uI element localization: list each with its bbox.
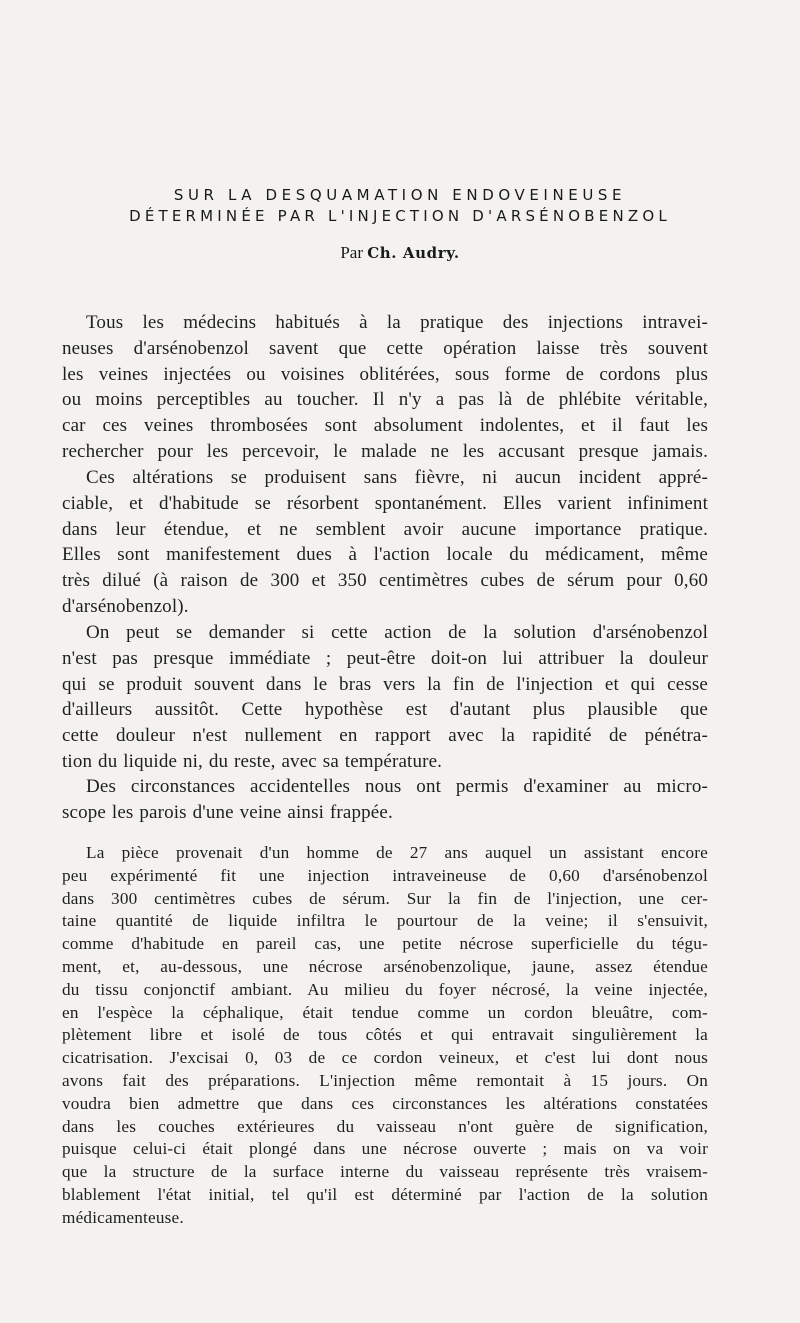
paragraph-line: en l'espèce la céphalique, était tendue comme un cordon bleuâtre, com- <box>62 1002 708 1022</box>
paragraph-2 <box>62 465 708 620</box>
paragraph-line: comme d'habitude en pareil cas, une petite nécrose superficielle du tégu- <box>62 934 708 954</box>
paragraph-line: On peut se demander si cette action de la solution d'arsénobenzol <box>86 622 708 643</box>
paragraph-line: neuses d'arsénobenzol savent que cette opération laisse très souvent <box>62 337 708 359</box>
paragraph-line: Elles sont manifestement dues à l'action locale du médicament, même <box>62 544 708 566</box>
paragraph-line: puisque celui-ci était plongé dans une nécrose ouverte ; mais on va voir <box>62 1139 708 1159</box>
author-name: Ch. Audry. <box>367 244 460 262</box>
paragraph-line: car ces veines thrombosées sont absolument indolentes, et il faut les <box>62 415 708 437</box>
paragraph-line: ment, et, au-dessous, une nécrose arsénobenzolique, jaune, assez étendue <box>62 956 708 976</box>
article-title-line-2: DÉTERMINÉE PAR L'INJECTION D'ARSÉNOBENZOL <box>129 207 671 225</box>
paragraph-line: Des circonstances accidentelles nous ont permis d'examiner au micro- <box>86 776 708 797</box>
paragraph-line: ou moins perceptibles au toucher. Il n'y a pas là de phlébite véritable, <box>62 389 708 411</box>
paragraph-line: Ces altérations se produisent sans fièvre, ni aucun incident appré- <box>86 467 708 488</box>
paragraph-line: tion du liquide ni, du reste, avec sa température. <box>62 750 443 772</box>
paragraph-line: n'est pas presque immédiate ; peut-être doit-on lui attribuer la douleur <box>62 647 708 669</box>
paragraph-line: cicatrisation. J'excisai 0, 03 de ce cordon veineux, et c'est lui dont nous <box>62 1048 708 1068</box>
paragraph-line: qui se produit souvent dans le bras vers la fin de l'injection et qui cesse <box>62 673 708 695</box>
paragraph-line: cette douleur n'est nullement en rapport avec la rapidité de pénétra- <box>62 725 708 747</box>
paragraph-line: avons fait des préparations. L'injection même remontait à 15 jours. On <box>62 1070 708 1090</box>
paragraph-line: les veines injectées ou voisines oblitérées, sous forme de cordons plus <box>62 363 708 385</box>
paragraph-line: dans leur étendue, et ne semblent avoir aucune importance pratique. <box>62 518 708 540</box>
paragraph-line: dans 300 centimètres cubes de sérum. Sur la fin de l'injection, une cer- <box>62 888 708 908</box>
byline <box>60 243 740 263</box>
paragraph-4 <box>62 774 708 826</box>
paragraph-1 <box>62 310 708 465</box>
paragraph-line: voudra bien admettre que dans ces circonstances les altérations constatées <box>62 1093 708 1113</box>
paragraph-line: dans les couches extérieures du vaisseau n'ont guère de signification, <box>62 1116 708 1136</box>
paragraph-5 <box>62 842 708 1230</box>
paragraph-line: ciable, et d'habitude se résorbent spontanément. Elles varient infiniment <box>62 492 708 514</box>
paragraph-line: La pièce provenait d'un homme de 27 ans auquel un assistant encore <box>86 843 708 862</box>
paragraph-line: taine quantité de liquide infiltra le pourtour de la veine; il s'ensuivit, <box>62 911 708 931</box>
article-title-line-1: SUR LA DESQUAMATION ENDOVEINEUSE <box>173 186 627 204</box>
paragraph-line: Tous les médecins habitués à la pratique des injections intravei- <box>86 312 708 333</box>
paragraph-line: rechercher pour les percevoir, le malade ne les accusant presque jamais. <box>62 440 708 462</box>
paragraph-line: peu expérimenté fit une injection intraveineuse de 0,60 d'arsénobenzol <box>62 865 708 885</box>
paragraph-line: que la structure de la surface interne du vaisseau représente très vraisem- <box>62 1162 708 1182</box>
paragraph-line: médicamenteuse. <box>62 1207 184 1227</box>
paragraph-line: très dilué (à raison de 300 et 350 centimètres cubes de sérum pour 0,60 <box>62 570 708 592</box>
paragraph-3 <box>62 620 708 775</box>
paragraph-line: d'arsénobenzol). <box>62 595 189 617</box>
byline-prefix: Par <box>340 243 363 262</box>
paragraph-line: du tissu conjonctif ambiant. Au milieu du foyer nécrosé, la veine injectée, <box>62 979 708 999</box>
paragraph-line: scope les parois d'une veine ainsi frappée. <box>62 801 393 823</box>
paragraph-line: blablement l'état initial, tel qu'il est déterminé par l'action de la solution <box>62 1184 708 1204</box>
paragraph-line: d'ailleurs aussitôt. Cette hypothèse est d'autant plus plausible que <box>62 699 708 721</box>
paragraph-line: plètement libre et isolé de tous côtés et qui entravait singulièrement la <box>62 1025 708 1045</box>
